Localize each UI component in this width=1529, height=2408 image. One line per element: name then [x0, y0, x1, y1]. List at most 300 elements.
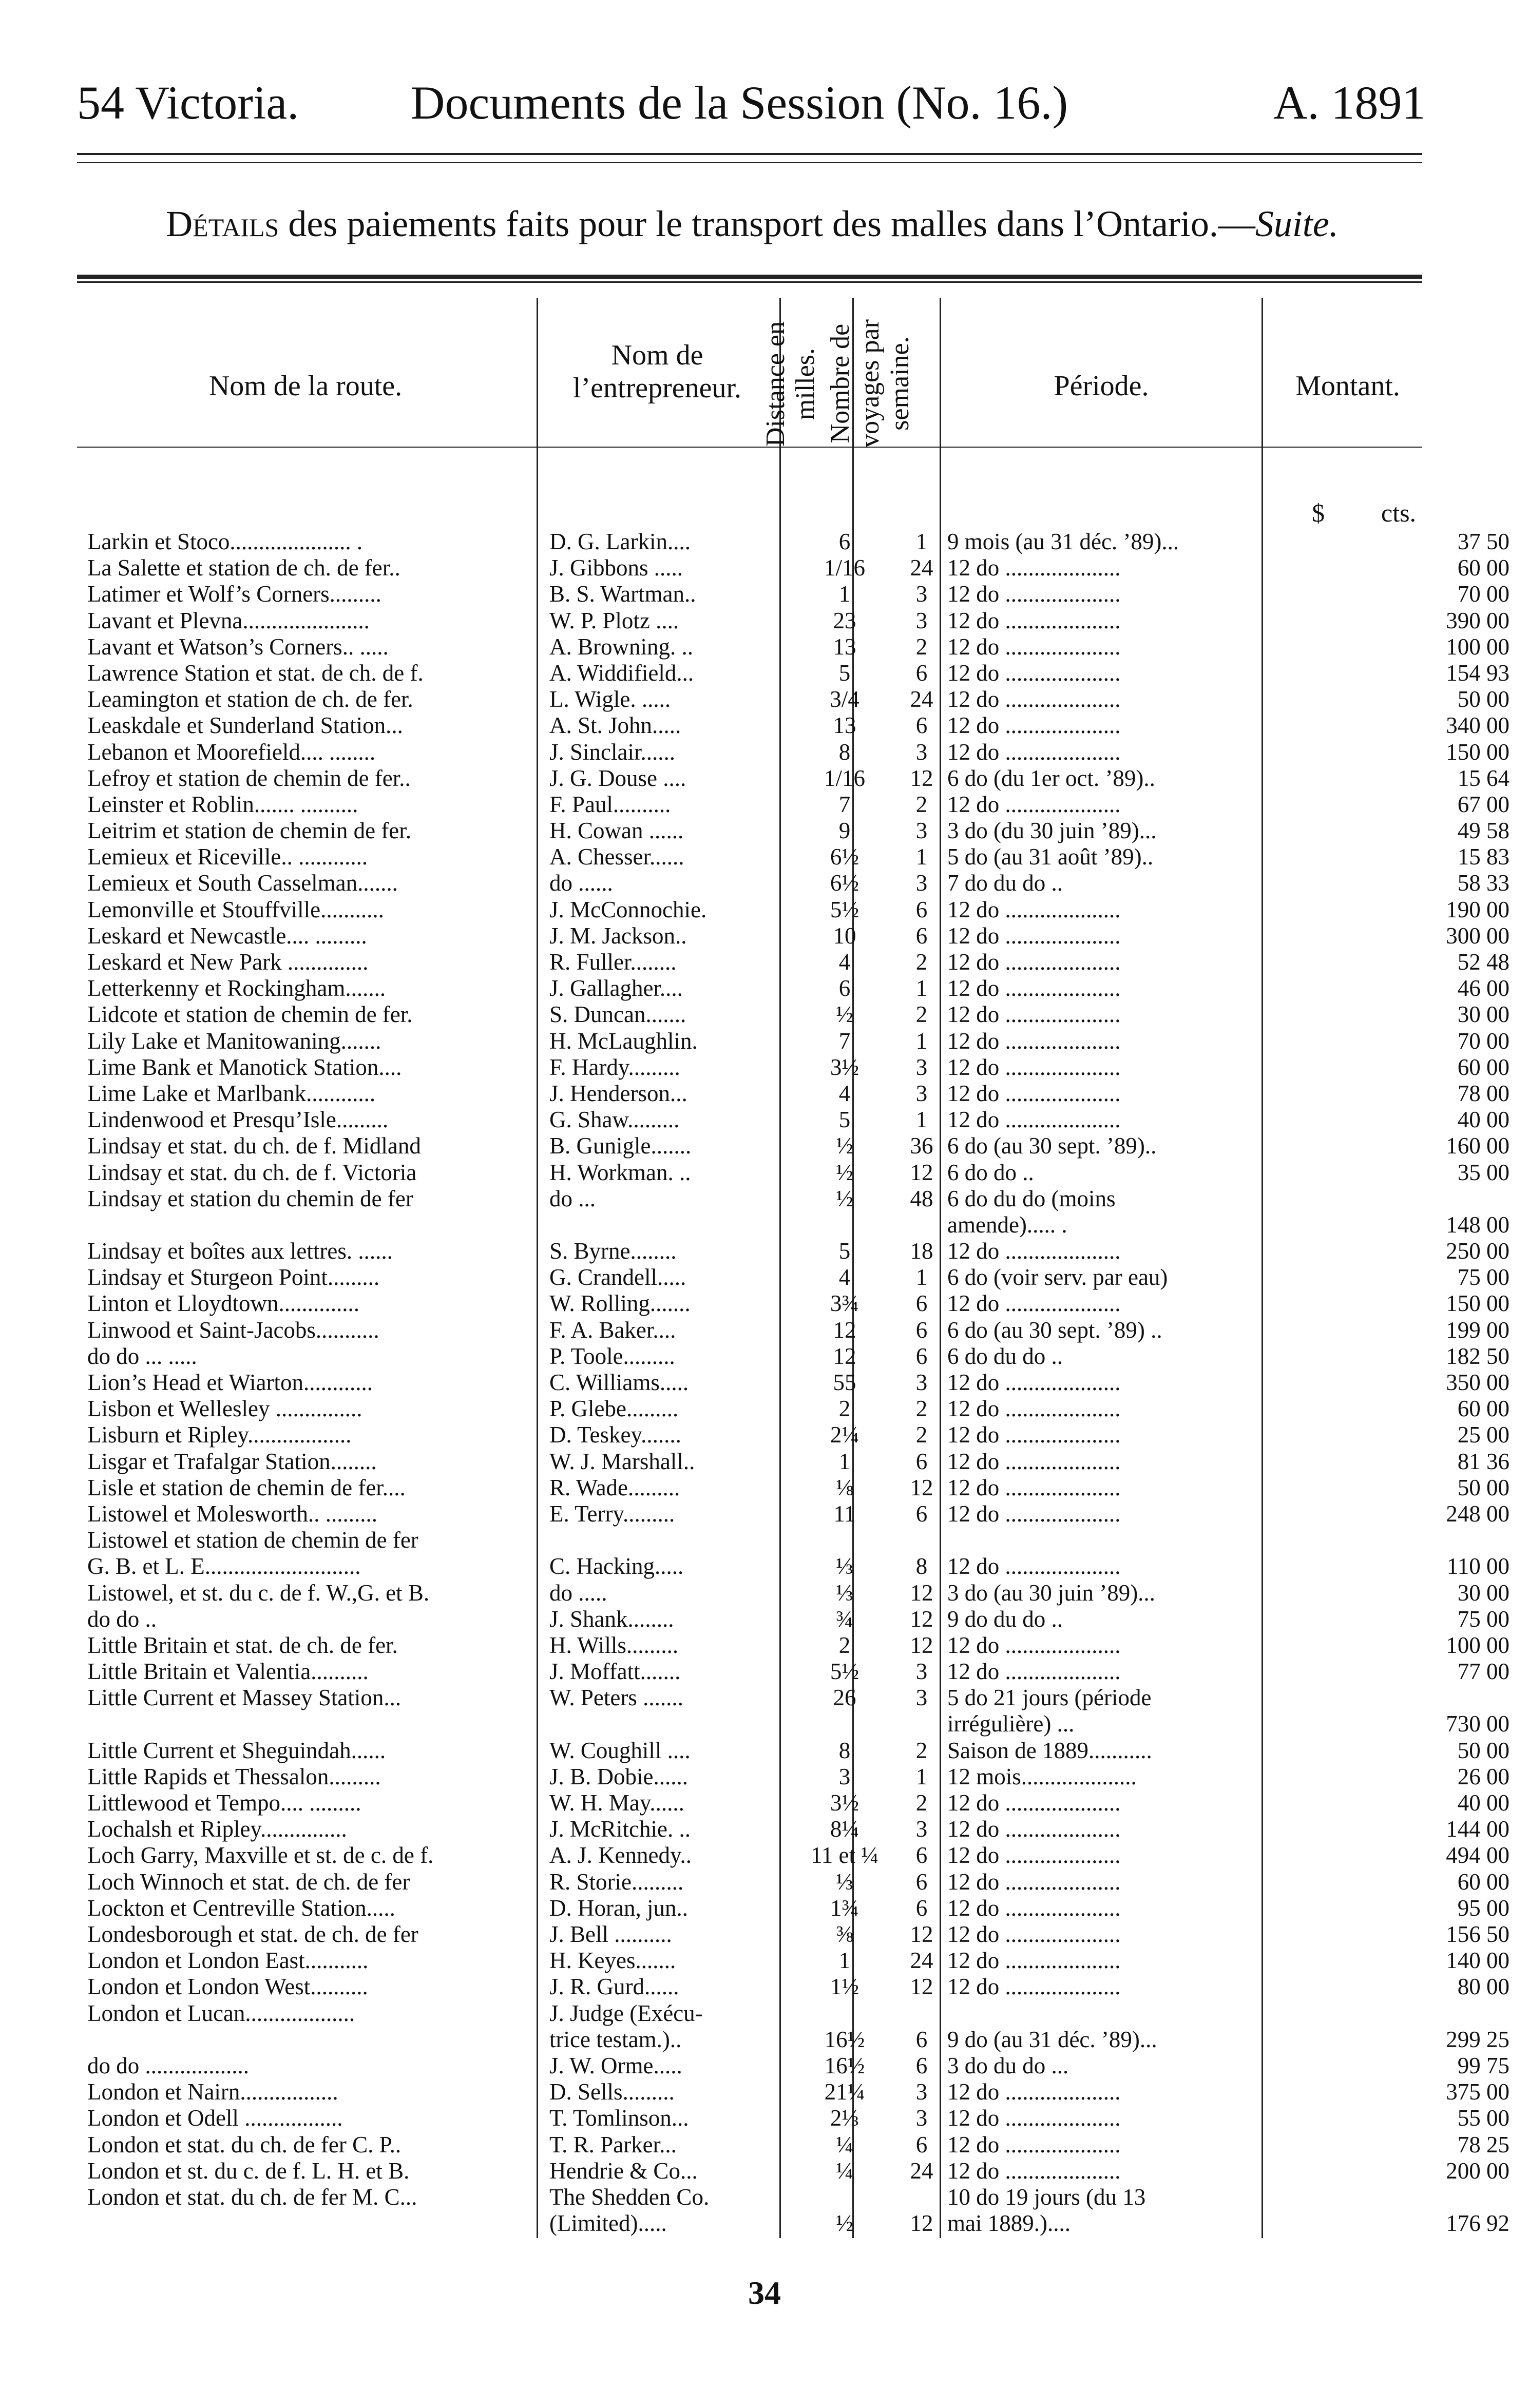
- amount-cell: 67 00: [1457, 791, 1509, 817]
- trips-cell: 1: [915, 529, 928, 554]
- amount-cell: 730 00: [1446, 1711, 1509, 1737]
- period-cell: 12 do ....................: [947, 739, 1121, 765]
- period-cell: 12 do ....................: [947, 1238, 1121, 1264]
- route-cell: La Salette et station de ch. de fer..: [87, 555, 400, 581]
- contractor-cell: W. Coughill ....: [549, 1737, 691, 1763]
- unit-cents: cts.: [1381, 498, 1417, 527]
- amount-cell: 60 00: [1457, 1396, 1509, 1422]
- contractor-cell-line2: trice testam.)..: [549, 2026, 682, 2052]
- amount-cell: 190 00: [1446, 896, 1509, 922]
- contractor-cell: J. M. Jackson..: [549, 922, 687, 949]
- period-cell: 12 do ....................: [947, 1080, 1121, 1106]
- contractor-cell: J. W. Orme.....: [549, 2052, 682, 2078]
- contractor-cell: A. Widdifield...: [549, 660, 694, 686]
- amount-cell: 15 83: [1457, 844, 1509, 870]
- trips-cell: 3: [915, 818, 928, 844]
- table-row: [77, 739, 1509, 765]
- distance-cell: 7: [838, 791, 851, 817]
- trips-cell: 3: [915, 2079, 928, 2105]
- contractor-cell: G. Crandell.....: [549, 1264, 686, 1290]
- header-rule-thin: [77, 162, 1422, 163]
- distance-cell: 8: [838, 1737, 851, 1763]
- contractor-cell: W. Peters .......: [549, 1685, 683, 1711]
- table-row: [77, 765, 1509, 792]
- period-cell: 12 do ....................: [947, 1500, 1121, 1527]
- contractor-cell: J. Henderson...: [549, 1080, 687, 1106]
- table-row: [77, 2157, 1509, 2184]
- distance-cell: 9: [838, 818, 851, 844]
- route-cell: Lisburn et Ripley..................: [87, 1422, 352, 1448]
- distance-cell: 26: [833, 1685, 856, 1711]
- table-row: [77, 1790, 1509, 1816]
- distance-cell: 1: [838, 581, 851, 607]
- trips-cell: 6: [915, 2052, 928, 2078]
- table-top-rule: [77, 275, 1422, 279]
- amount-cell: 58 33: [1457, 870, 1509, 896]
- col-header-amount: Montant.: [1295, 370, 1400, 402]
- period-cell: 6 do (au 30 sept. ’89) ..: [947, 1317, 1162, 1343]
- period-cell: 3 do (au 30 juin ’89)...: [947, 1579, 1155, 1606]
- distance-cell: 8¼: [830, 1816, 859, 1842]
- route-cell: London et London East...........: [87, 1948, 369, 1974]
- table-row: [77, 2184, 1509, 2237]
- trips-cell: 24: [910, 555, 933, 581]
- distance-cell: 21¼: [824, 2079, 865, 2105]
- table-row: [77, 686, 1509, 712]
- header-bottom-rule: [77, 447, 1422, 448]
- table-row: [77, 1264, 1509, 1290]
- route-cell: Lavant et Watson’s Corners.. .....: [87, 633, 389, 660]
- amount-cell: 200 00: [1446, 2157, 1509, 2184]
- amount-cell: 60 00: [1457, 555, 1509, 581]
- amount-cell: 81 36: [1457, 1448, 1509, 1474]
- route-cell: Leamington et station de ch. de fer.: [87, 686, 413, 712]
- contractor-cell: T. R. Parker...: [549, 2131, 677, 2157]
- route-cell: London et Odell .................: [87, 2105, 343, 2131]
- table-row: [77, 1763, 1509, 1790]
- period-cell: 12 do ....................: [947, 633, 1121, 660]
- amount-cell: 199 00: [1446, 1317, 1509, 1343]
- table-row: [77, 1054, 1509, 1081]
- trips-cell: 1: [915, 844, 928, 870]
- amount-cell: 150 00: [1446, 739, 1509, 765]
- trips-cell: 6: [915, 660, 928, 686]
- route-cell: Londesborough et stat. de ch. de fer: [87, 1921, 418, 1947]
- distance-cell: ½: [836, 1001, 853, 1028]
- contractor-cell: D. G. Larkin....: [549, 529, 691, 554]
- period-cell: 12 do ....................: [947, 2105, 1121, 2131]
- period-cell: 12 do ....................: [947, 2157, 1121, 2184]
- contractor-cell: H. Workman. ..: [549, 1159, 691, 1185]
- table-row: [77, 1396, 1509, 1422]
- period-cell: 12 do ....................: [947, 1632, 1121, 1658]
- trips-cell: 3: [915, 870, 928, 896]
- distance-cell: 1/16: [824, 555, 865, 581]
- period-cell: 12 do ....................: [947, 1842, 1121, 1868]
- header-right: A. 1891: [1273, 76, 1426, 129]
- trips-cell: 6: [915, 1868, 928, 1895]
- period-cell: 12 do ....................: [947, 1816, 1121, 1842]
- table-row: [77, 660, 1509, 686]
- amount-cell: 55 00: [1457, 2105, 1509, 2131]
- amount-cell: 148 00: [1446, 1211, 1509, 1238]
- amount-cell: 299 25: [1446, 2026, 1509, 2052]
- route-cell: Larkin et Stoco..................... .: [87, 529, 363, 554]
- trips-cell: 48: [910, 1185, 933, 1211]
- table-row: [77, 949, 1509, 975]
- table-row: [77, 1868, 1509, 1895]
- contractor-cell: A. St. John.....: [549, 712, 681, 739]
- amount-cell: 26 00: [1457, 1763, 1509, 1789]
- amount-cell: 70 00: [1457, 1028, 1509, 1054]
- trips-cell: 2: [915, 791, 928, 817]
- distance-cell: 6: [838, 975, 851, 1001]
- distance-cell: 12: [833, 1343, 856, 1369]
- distance-cell: 1/16: [824, 765, 865, 791]
- trips-cell: 12: [910, 1579, 933, 1606]
- trips-cell: 6: [915, 896, 928, 922]
- route-cell: Lindsay et stat. du ch. de f. Midland: [87, 1133, 421, 1159]
- contractor-cell: S. Byrne........: [549, 1238, 677, 1264]
- contractor-cell-line2: (Limited).....: [549, 2210, 667, 2237]
- period-cell: 9 mois (au 31 déc. ’89)...: [947, 529, 1179, 554]
- table-row: [77, 1001, 1509, 1028]
- contractor-cell: J. Bell ..........: [549, 1921, 672, 1947]
- route-cell: Lisle et station de chemin de fer....: [87, 1474, 406, 1500]
- table-row: [77, 2079, 1509, 2105]
- contractor-cell: D. Sells.........: [549, 2079, 675, 2105]
- route-cell: do do ... .....: [87, 1343, 197, 1369]
- period-cell: 12 do ....................: [947, 1001, 1121, 1028]
- route-cell: Lime Lake et Marlbank............: [87, 1080, 376, 1106]
- contractor-cell: T. Tomlinson...: [549, 2105, 689, 2131]
- trips-cell: 3: [915, 739, 928, 765]
- period-cell: 3 do (du 30 juin ’89)...: [947, 818, 1157, 844]
- table-row: [77, 1579, 1509, 1606]
- contractor-cell: R. Wade.........: [549, 1474, 680, 1500]
- route-cell: London et stat. du ch. de fer C. P..: [87, 2131, 402, 2157]
- trips-cell: 12: [910, 1159, 933, 1185]
- period-cell: 12 do ....................: [947, 896, 1121, 922]
- contractor-cell: R. Fuller........: [549, 949, 677, 975]
- table-row: [77, 1737, 1509, 1764]
- distance-cell: ¼: [836, 2157, 853, 2184]
- table-row: [77, 1606, 1509, 1632]
- trips-cell: 3: [915, 1370, 928, 1396]
- period-cell: 12 do ....................: [947, 660, 1121, 686]
- distance-cell: 2: [838, 1396, 851, 1422]
- contractor-cell: J. R. Gurd......: [549, 1974, 679, 2000]
- route-cell: Leskard et New Park ..............: [87, 949, 369, 975]
- trips-cell: 3: [915, 1685, 928, 1711]
- trips-cell: 2: [915, 949, 928, 975]
- route-cell: London et st. du c. de f. L. H. et B.: [87, 2157, 410, 2184]
- table-row: [77, 1659, 1509, 1685]
- contractor-cell: Hendrie & Co...: [549, 2157, 698, 2184]
- route-cell: London et Nairn.................: [87, 2079, 338, 2105]
- distance-cell: 11 et ¼: [810, 1842, 879, 1868]
- col-header-route: Nom de la route.: [208, 370, 403, 402]
- distance-cell: 3½: [830, 1790, 859, 1816]
- period-cell: 12 do ....................: [947, 1974, 1121, 2000]
- table-row: [77, 1527, 1509, 1579]
- period-cell: 5 do 21 jours (période: [947, 1685, 1152, 1711]
- distance-cell: 6: [838, 529, 851, 554]
- distance-cell: 1¾: [830, 1895, 859, 1921]
- distance-cell: 5: [838, 660, 851, 686]
- trips-cell: 1: [915, 1107, 928, 1133]
- route-cell: Lisbon et Wellesley ...............: [87, 1396, 362, 1422]
- distance-cell: 8: [838, 739, 851, 765]
- amount-cell: 248 00: [1446, 1500, 1509, 1527]
- amount-cell: 350 00: [1446, 1370, 1509, 1396]
- col-header-contractor: Nom de l’entrepreneur.: [572, 339, 742, 404]
- table-top-rule-thin: [77, 281, 1422, 283]
- trips-cell: 6: [915, 1343, 928, 1369]
- period-cell: Saison de 1889...........: [947, 1737, 1152, 1763]
- contractor-cell: B. Gunigle.......: [549, 1133, 692, 1159]
- period-cell-line2: irrégulière) ...: [947, 1711, 1075, 1737]
- table-row: [77, 1159, 1509, 1186]
- amount-cell: 154 93: [1446, 660, 1509, 686]
- period-cell: 12 do ....................: [947, 949, 1121, 975]
- trips-cell: 1: [915, 1264, 928, 1290]
- period-cell: 9 do du do ..: [947, 1606, 1063, 1632]
- period-cell: 10 do 19 jours (du 13: [947, 2184, 1146, 2210]
- route-cell: Lebanon et Moorefield.... ........: [87, 739, 376, 765]
- period-cell: 12 do ....................: [947, 1948, 1121, 1974]
- distance-cell: 1: [838, 1948, 851, 1974]
- period-cell: 6 do (au 30 sept. ’89)..: [947, 1133, 1157, 1159]
- period-cell: 12 do ....................: [947, 1921, 1121, 1947]
- amount-cell: 150 00: [1446, 1290, 1509, 1317]
- table-row: [77, 2052, 1509, 2079]
- distance-cell: 5½: [830, 1659, 859, 1685]
- table-row: [77, 1921, 1509, 1948]
- distance-cell: 2: [838, 1632, 851, 1658]
- trips-cell: 6: [915, 2131, 928, 2157]
- table-row: [77, 1816, 1509, 1842]
- contractor-cell: D. Teskey.......: [549, 1422, 681, 1448]
- table-row: [77, 922, 1509, 949]
- route-cell: Linton et Lloydtown..............: [87, 1290, 359, 1317]
- distance-cell: 6½: [830, 844, 859, 870]
- period-cell: 12 mois....................: [947, 1763, 1137, 1789]
- contractor-cell: A. J. Kennedy..: [549, 1842, 692, 1868]
- period-cell: 12 do ....................: [947, 1290, 1121, 1317]
- period-cell: 6 do du do ..: [947, 1343, 1063, 1369]
- amount-cell: 250 00: [1446, 1238, 1509, 1264]
- table-caption: [77, 203, 1427, 245]
- amount-cell: 390 00: [1446, 607, 1509, 633]
- route-cell: Lawrence Station et stat. de ch. de f.: [87, 660, 424, 686]
- period-cell: 12 do ....................: [947, 1790, 1121, 1816]
- table-row: [77, 1080, 1509, 1107]
- table-row: [77, 607, 1509, 634]
- period-cell: 12 do ....................: [947, 791, 1121, 817]
- route-cell: Loch Garry, Maxville et st. de c. de f.: [87, 1842, 434, 1868]
- contractor-cell: J. McConnochie.: [549, 896, 707, 922]
- period-cell: 12 do ....................: [947, 2079, 1121, 2105]
- distance-cell: 3¾: [830, 1290, 859, 1317]
- table-row: [77, 2000, 1509, 2053]
- route-cell: Listowel et station de chemin de fer: [87, 1527, 418, 1553]
- period-cell: 12 do ....................: [947, 1659, 1121, 1685]
- trips-cell: 12: [910, 1474, 933, 1500]
- period-cell: 12 do ....................: [947, 712, 1121, 739]
- trips-cell: 2: [915, 1001, 928, 1028]
- period-cell: 6 do do ..: [947, 1159, 1034, 1185]
- amount-cell: 40 00: [1457, 1107, 1509, 1133]
- trips-cell: 2: [915, 1422, 928, 1448]
- trips-cell: 12: [910, 1974, 933, 2000]
- distance-cell-line2: 16½: [824, 2026, 865, 2052]
- route-cell: Lemieux et South Casselman.......: [87, 870, 398, 896]
- route-cell: Lion’s Head et Wiarton............: [87, 1370, 373, 1396]
- amount-cell: 15 64: [1457, 765, 1509, 791]
- period-cell: 12 do ....................: [947, 607, 1121, 633]
- amount-cell: 60 00: [1457, 1054, 1509, 1080]
- distance-cell: 6½: [830, 870, 859, 896]
- route-cell: Linwood et Saint-Jacobs...........: [87, 1317, 379, 1343]
- table-row: [77, 712, 1509, 739]
- table-row: [77, 1370, 1509, 1396]
- trips-cell: 12: [910, 1921, 933, 1947]
- period-cell: 12 do ....................: [947, 1895, 1121, 1921]
- amount-cell: 100 00: [1446, 633, 1509, 660]
- contractor-cell: S. Duncan.......: [549, 1001, 686, 1028]
- distance-cell: 10: [833, 922, 856, 949]
- period-cell: 12 do ....................: [947, 555, 1121, 581]
- contractor-cell: G. Shaw.........: [549, 1107, 680, 1133]
- contractor-cell: J. G. Douse ....: [549, 765, 686, 791]
- amount-cell: 156 50: [1446, 1921, 1509, 1947]
- route-cell: Listowel et Molesworth.. .........: [87, 1500, 377, 1527]
- table-row: [77, 1133, 1509, 1159]
- trips-cell: 12: [910, 1606, 933, 1632]
- table-row: [77, 1448, 1509, 1475]
- route-cell: Leskard et Newcastle.... .........: [87, 922, 367, 949]
- period-cell: 12 do ....................: [947, 1396, 1121, 1422]
- route-cell: London et London West..........: [87, 1974, 368, 2000]
- trips-cell: 1: [915, 1028, 928, 1054]
- distance-cell: ½: [836, 1185, 853, 1211]
- contractor-cell: P. Toole.........: [549, 1343, 675, 1369]
- trips-cell: 24: [910, 1948, 933, 1974]
- trips-cell: 6: [915, 1895, 928, 1921]
- distance-cell: 13: [833, 633, 856, 660]
- trips-cell: 24: [910, 686, 933, 712]
- route-cell: Lindsay et stat. du ch. de f. Victoria: [87, 1159, 417, 1185]
- trips-cell: 3: [915, 1659, 928, 1685]
- route-cell: Leitrim et station de chemin de fer.: [87, 818, 412, 844]
- route-cell: do do ..: [87, 1606, 157, 1632]
- trips-cell: 6: [915, 712, 928, 739]
- amount-cell: 50 00: [1457, 1737, 1509, 1763]
- period-cell: 3 do du do ...: [947, 2052, 1069, 2078]
- contractor-cell: H. McLaughlin.: [549, 1028, 698, 1054]
- table-row: [77, 1500, 1509, 1527]
- contractor-cell: A. Chesser......: [549, 844, 684, 870]
- table-row: [77, 1343, 1509, 1370]
- table-row: [77, 1028, 1509, 1054]
- amount-cell: 99 75: [1457, 2052, 1509, 2078]
- unit-dollars: $: [1312, 498, 1325, 527]
- period-cell: 12 do ....................: [947, 2131, 1121, 2157]
- route-cell: Lindsay et Sturgeon Point.........: [87, 1264, 380, 1290]
- trips-cell: 3: [915, 607, 928, 633]
- distance-cell: 16½: [824, 2052, 865, 2078]
- table-row: [77, 1474, 1509, 1501]
- table-row: [77, 1685, 1509, 1737]
- distance-cell: 2¼: [830, 1422, 859, 1448]
- contractor-cell: J. B. Dobie......: [549, 1763, 688, 1789]
- trips-cell: 6: [915, 922, 928, 949]
- amount-cell: 160 00: [1446, 1133, 1509, 1159]
- distance-cell: 5½: [830, 896, 859, 922]
- distance-cell: 3: [838, 1763, 851, 1789]
- period-cell: 12 do ....................: [947, 1028, 1121, 1054]
- amount-cell: 494 00: [1446, 1842, 1509, 1868]
- contractor-cell: J. Gallagher....: [549, 975, 683, 1001]
- distance-cell: 1: [838, 1448, 851, 1474]
- route-cell: Leaskdale et Sunderland Station...: [87, 712, 403, 739]
- amount-cell: 176 92: [1446, 2210, 1509, 2237]
- route-cell: Lindsay et station du chemin de fer: [87, 1185, 413, 1211]
- route-cell: Lindsay et boîtes aux lettres. ......: [87, 1238, 393, 1264]
- period-cell: 12 do ....................: [947, 1448, 1121, 1474]
- amount-cell: 100 00: [1446, 1632, 1509, 1658]
- route-cell: Lemonville et Stouffville...........: [87, 896, 384, 922]
- route-cell: Lemieux et Riceville.. ............: [87, 844, 368, 870]
- trips-cell: 12: [910, 765, 933, 791]
- amount-cell: 140 00: [1446, 1948, 1509, 1974]
- distance-cell: 23: [833, 607, 856, 633]
- table-row: [77, 1632, 1509, 1659]
- route-cell: Lindenwood et Presqu’Isle.........: [87, 1107, 389, 1133]
- caption-main: des paiements faits pour le transport des malles dans l’Ontario.—: [279, 203, 1255, 244]
- table-row: [77, 1422, 1509, 1448]
- period-cell: 6 do (du 1er oct. ’89)..: [947, 765, 1155, 791]
- period-cell: 12 do ....................: [947, 975, 1121, 1001]
- contractor-cell: F. Hardy.........: [549, 1054, 680, 1080]
- route-cell: Listowel, et st. du c. de f. W.,G. et B.: [87, 1579, 430, 1606]
- trips-cell: 2: [915, 1790, 928, 1816]
- table-row: [77, 529, 1509, 555]
- route-cell: Lefroy et station de chemin de fer..: [87, 765, 411, 791]
- distance-cell: ¼: [836, 2131, 853, 2157]
- amount-cell: 50 00: [1457, 686, 1509, 712]
- route-cell: Lidcote et station de chemin de fer.: [87, 1001, 413, 1028]
- distance-cell: ⅛: [836, 1474, 853, 1500]
- trips-cell: 2: [915, 633, 928, 660]
- period-cell: 12 do ....................: [947, 1868, 1121, 1895]
- period-cell: 12 do ....................: [947, 1107, 1121, 1133]
- route-cell: Little Britain et Valentia..........: [87, 1659, 369, 1685]
- period-cell: 12 do ....................: [947, 686, 1121, 712]
- period-cell: 6 do du do (moins: [947, 1185, 1116, 1211]
- trips-cell: 6: [915, 1290, 928, 1317]
- contractor-cell: F. Paul..........: [549, 791, 671, 817]
- table-row: [77, 2131, 1509, 2158]
- period-cell-line2: amende)..... .: [947, 1211, 1067, 1238]
- route-cell: Lockton et Centreville Station.....: [87, 1895, 395, 1921]
- table-row: [77, 870, 1509, 896]
- amount-cell: 95 00: [1457, 1895, 1509, 1921]
- route-cell: do do ..................: [87, 2052, 249, 2078]
- amount-cell: 46 00: [1457, 975, 1509, 1001]
- trips-cell: 2: [915, 1396, 928, 1422]
